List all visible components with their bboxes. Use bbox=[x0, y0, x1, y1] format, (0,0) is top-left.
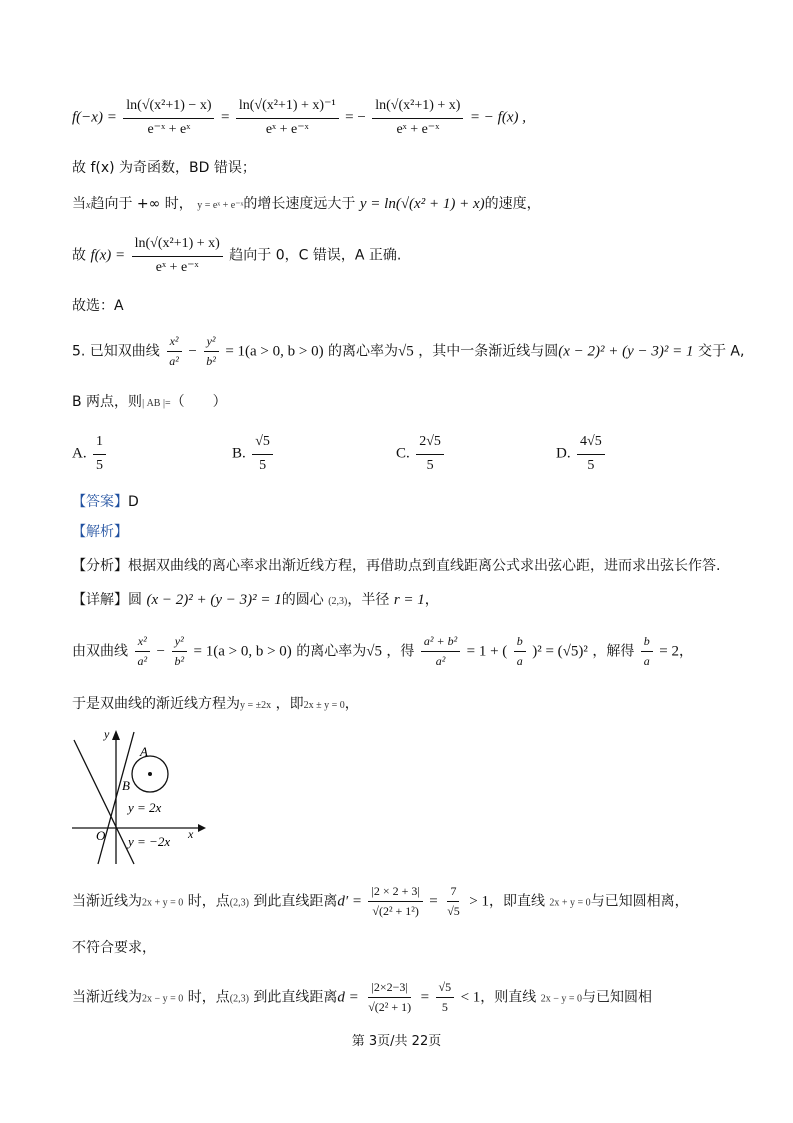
option-c: C. $\frac{2√5}{5}$ bbox=[396, 432, 446, 475]
line-y-neg-2x-label: y = −2x bbox=[128, 834, 171, 849]
point-a-label: A bbox=[140, 744, 148, 759]
case-2-line: 当渐近线为2x − y = 0 时，点(2,3) 到此直线距离d = $\frac{|2\times 2-3|}{\text{√(2² + 1)}}$ = $\frac{√5}{5}$ < 1，则直线 2x − y = 0与已知圆相 bbox=[72, 980, 653, 1014]
circle-center bbox=[148, 772, 152, 776]
line-y-2x-label: y = 2x bbox=[128, 800, 162, 815]
equation-f-minus-x: f(−x) = $\frac{\text{ln(√(x²+1) − x)}}{\text{e⁻ˣ + eˣ}}$ = $\frac{\text{ln(√(x²+1) + x)⁻¹}}{\text{eˣ + e⁻ˣ}}$ = − $\frac{\text{ln(√(x²+1) + x)}}{\text{eˣ + e⁻ˣ}}$ = − f(x) , bbox=[72, 98, 526, 137]
hyperbola-circle-figure bbox=[68, 728, 208, 868]
line-y-neg-2x bbox=[74, 740, 134, 864]
page-footer: 第 3页/共 22页 bbox=[351, 1034, 442, 1049]
jiexi-tag: 【解析】 bbox=[72, 524, 128, 540]
asymptote-line: 于是双曲线的渐近线方程为y = ±2x ，即2x ± y = 0， bbox=[72, 696, 359, 712]
origin-label: O bbox=[96, 828, 106, 843]
x-axis-arrow bbox=[198, 824, 206, 832]
point-b-label: B bbox=[122, 778, 130, 793]
answer-line: 【答案】D bbox=[72, 494, 139, 510]
eccentricity-line: 由双曲线 $\frac{\text{x²}}{\text{a²}}$ − $\frac{\text{y²}}{\text{b²}}$ = 1(a > 0, b > 0) 的离心率为√5 ，得 $\frac{\text{a² + b²}}{\text{a²}}$ = 1 + ( $\frac{b}{a}$ )² = (√5)² ，解得 $\frac{b}{a}$ = 2， bbox=[72, 634, 693, 668]
y-axis-label: y bbox=[104, 728, 110, 741]
odd-function-line: 故 f(x) 为奇函数，BD 错误； bbox=[72, 160, 256, 176]
question-5-cont: B 两点，则| AB |=（ ） bbox=[72, 394, 227, 410]
x-axis-label: x bbox=[188, 827, 194, 841]
growth-comparison-line: 当x趋向于 +∞ 时， y = eˣ + e⁻ˣ的增长速度远大于 y = ln(√(x² + 1) + x)的速度， bbox=[72, 196, 541, 212]
y-axis-arrow bbox=[112, 730, 120, 740]
case-1-cont: 不符合要求， bbox=[72, 940, 156, 956]
analysis-line: 【分析】根据双曲线的离心率求出渐近线方程，再借助点到直线距离公式求出弦心距，进而求出弦长作答. bbox=[72, 558, 721, 574]
detail-line: 【详解】圆 (x − 2)² + (y − 3)² = 1的圆心 (2,3)，半径 r = 1， bbox=[72, 592, 439, 608]
option-a: A. $\frac{1}{5}$ bbox=[72, 432, 108, 475]
option-b: B. $\frac{√5}{5}$ bbox=[232, 432, 275, 475]
limit-line: 故 f(x) = $\frac{\text{ln(√(x²+1) + x)}}{\text{eˣ + e⁻ˣ}}$ 趋向于 0，C 错误，A 正确. bbox=[72, 236, 402, 275]
choice-line: 故选：A bbox=[72, 298, 124, 314]
option-d: D. $\frac{4√5}{5}$ bbox=[556, 432, 607, 475]
case-1-line: 当渐近线为2x + y = 0 时，点(2,3) 到此直线距离d′ = $\frac{|2 \times 2 + 3|}{\text{√(2² + 1²)}}$ = $\frac{7}{√5}$ > 1，即直线 2x + y = 0与已知圆相离， bbox=[72, 884, 689, 918]
question-5: 5. 已知双曲线 $\frac{\text{x²}}{\text{a²}}$ − $\frac{\text{y²}}{\text{b²}}$ = 1(a > 0, b > 0) 的离心率为√5 ，其中一条渐近线与圆(x − 2)² + (y − 3)² = 1 交于 A, bbox=[72, 334, 745, 368]
